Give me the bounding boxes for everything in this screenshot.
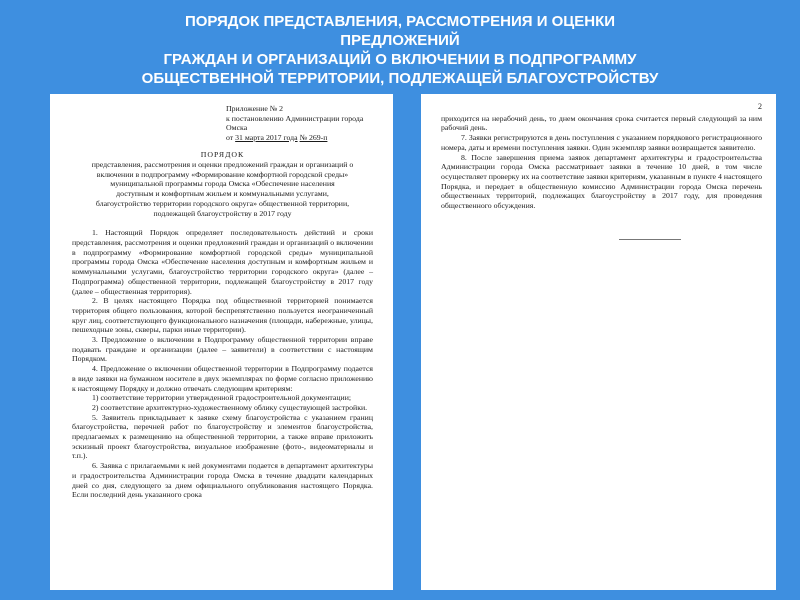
slide-title-line: ОБЩЕСТВЕННОЙ ТЕРРИТОРИИ, ПОДЛЕЖАЩЕЙ БЛАГОУСТРОЙСТВУ (141, 70, 659, 87)
paragraph: 2) соответствие архитектурно-художественному облику существующей застройки. (92, 402, 368, 412)
paragraph: 7. Заявки регистрируются в день поступления с указанием порядкового регистрационного номера, даты и времени поступления заявки. Один экземпляр заявки возвращается заявителю. (441, 133, 762, 152)
document-title-line: подлежащей благоустройству в 2017 году (153, 208, 292, 218)
paragraph: 5. Заявитель прикладывает к заявке схему благоустройства с указанием границ благоустройства, перечней работ по благоустройству и элементов благоустройства, предлагаемых к размещению на общественной территории, а также вправе приложить эскизный проект благоустройства, визуальное изображение (фото-, видеоматериалы и т.п.). (72, 412, 373, 461)
paragraph: 8. После завершения приема заявок департамент архитектуры и градостроительства Администрации города Омска рассматривает заявки в течение 10 дней, в том числе осуществляет проверку их на соответствие заявки критериям, указанным в пункте 4 настоящего Порядка, и передает в общественную комиссию Администрации города Омска перечень общественных территорий, подлежащих благоустройству в 2017 году, для проведения общественного обсуждения. (441, 152, 762, 211)
paragraph: 1) соответствие территории утвержденной градостроительной документации; (92, 393, 352, 403)
slide-title-line: ПРЕДЛОЖЕНИЙ (340, 32, 460, 49)
slide-title (0, 12, 800, 88)
paragraph: 4. Предложение о включении общественной территории в Подпрограмму подается в виде заявки на бумажном носителе в двух экземплярах по форме согласно приложению к настоящему Порядку и должно отвечать следующим критериям: (72, 364, 373, 393)
document-page-1 (50, 94, 393, 590)
document-title-line: доступным и комфортным жильем и коммунальными услугами, (116, 189, 329, 199)
page-number: 2 (758, 102, 762, 111)
appendix-resolution: к постановлению Администрации города Омска (226, 113, 364, 133)
appendix-label: Приложение № 2 (226, 104, 284, 113)
paragraph: 3. Предложение о включении в Подпрограмму общественной территории вправе подавать граждане и организации (далее – заявители) в соответствии с настоящим Порядком. (72, 335, 373, 364)
resolution-number: № 269-п (299, 132, 328, 142)
slide-title-line: ПОРЯДОК ПРЕДСТАВЛЕНИЯ, РАССМОТРЕНИЯ И ОЦЕНКИ (184, 13, 616, 30)
resolution-date: 31 марта 2017 года (235, 132, 298, 142)
document-title-line: благоустройство территории городского округа» общественной территории, (95, 198, 350, 208)
document-page-2 (421, 94, 776, 590)
document-title-line: муниципальной программы города Омска «Обеспечение населения (110, 179, 335, 189)
appendix-date-line (226, 133, 373, 143)
end-line (619, 239, 681, 240)
paragraph: 6. Заявка с прилагаемыми к ней документами подается в департамент архитектуры и градостроительства Администрации города Омска в течение двадцати календарных дней со дня, следующего за днем официального опубликования настоящего Порядка. Если последний день указанного срока (72, 461, 373, 500)
appendix-header (226, 104, 373, 142)
paragraph-continuation: приходится на нерабочий день, то днем окончания срока считается первый следующий за ним рабочий день. (441, 113, 762, 133)
document-title (72, 150, 373, 218)
document-title-line: включении в подпрограмму «Формирование комфортной городской среды» (96, 169, 349, 179)
paragraph: 2. В целях настоящего Порядка под общественной территорией понимается территория общего пользования, которой беспрепятственно пользуется неограниченный круг лиц, соответствующего функционального назначения (площади, набережные, улицы, пешеходные зоны, скверы, парки иные территории). (72, 296, 373, 335)
document-heading: ПОРЯДОК (200, 150, 245, 160)
document-title-line: представления, рассмотрения и оценки предложений граждан и организаций о (91, 160, 354, 170)
date-prefix: от (226, 132, 234, 142)
slide-title-line: ГРАЖДАН И ОРГАНИЗАЦИЙ О ВКЛЮЧЕНИИ В ПОДПРОГРАММУ (163, 51, 637, 68)
paragraph: 1. Настоящий Порядок определяет последовательность действий и сроки представления, рассмотрения и оценки предложений граждан и организаций о включении в подпрограмму «Формирование комфортной городской среды» муниципальной программы города Омска «Обеспечение населения доступным и комфортным жильем и коммунальными услугами, благоустройство территории городского округа» (далее – Подпрограмма) общественной территории, подлежащей благоустройству в 2017 году (далее – общественная территория). (72, 228, 373, 296)
